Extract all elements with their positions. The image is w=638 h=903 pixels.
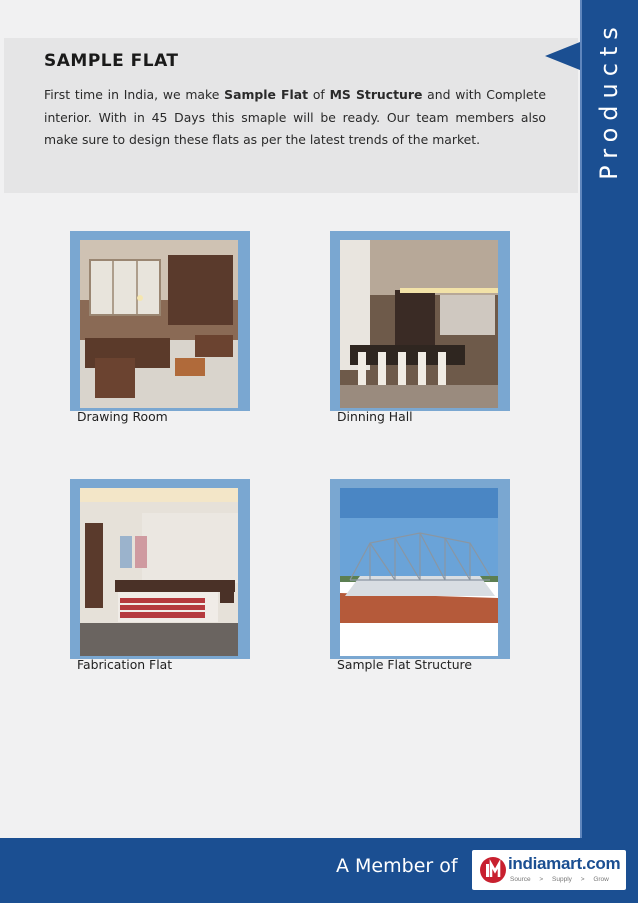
intro-text-1: First time in India, we make <box>44 87 225 102</box>
dinning-hall-photo <box>340 240 498 408</box>
intro-text-3: and with Complete interior. With in 45 Days this smaple will be ready. Our team members also make sure to design these flats as per the latest trends of the market. <box>44 87 547 147</box>
tagline-grow: Grow <box>593 876 609 883</box>
product-card-sample-flat-structure[interactable] <box>330 479 510 659</box>
intro-pointer <box>545 42 580 70</box>
caption-sample-flat-structure: Sample Flat Structure <box>337 657 472 672</box>
tagline-supply: Supply <box>552 876 572 883</box>
indiamart-logo-word: indiamart.com <box>508 854 621 873</box>
product-card-dinning-hall[interactable] <box>330 231 510 411</box>
drawing-room-photo <box>80 240 238 408</box>
tagline-source: Source <box>510 876 531 883</box>
side-banner-title <box>585 10 633 190</box>
intro-bold-ms-structure: MS Structure <box>329 87 423 102</box>
caption-dinning-hall: Dinning Hall <box>337 409 413 424</box>
tagline-sep-1: > <box>539 876 544 883</box>
member-of-text: A Member of <box>336 855 458 877</box>
intro-paragraph <box>44 84 546 152</box>
page-title: SAMPLE FLAT <box>44 51 179 71</box>
intro-bold-sample-flat: Sample Flat <box>224 87 309 102</box>
caption-fabrication-flat: Fabrication Flat <box>77 657 173 672</box>
products-label: Products <box>595 20 624 180</box>
steel-structure-photo <box>340 488 498 656</box>
product-card-fabrication-flat[interactable] <box>70 479 250 659</box>
intro-text-2: of <box>308 87 330 102</box>
tagline-sep-2: > <box>580 876 585 883</box>
bedroom-photo <box>80 488 238 656</box>
product-card-drawing-room[interactable] <box>70 231 250 411</box>
indiamart-tagline <box>510 876 616 883</box>
indiamart-logo-icon <box>478 855 508 885</box>
side-banner-edge <box>580 0 582 838</box>
caption-drawing-room: Drawing Room <box>77 409 168 424</box>
indiamart-logo[interactable] <box>472 850 626 890</box>
